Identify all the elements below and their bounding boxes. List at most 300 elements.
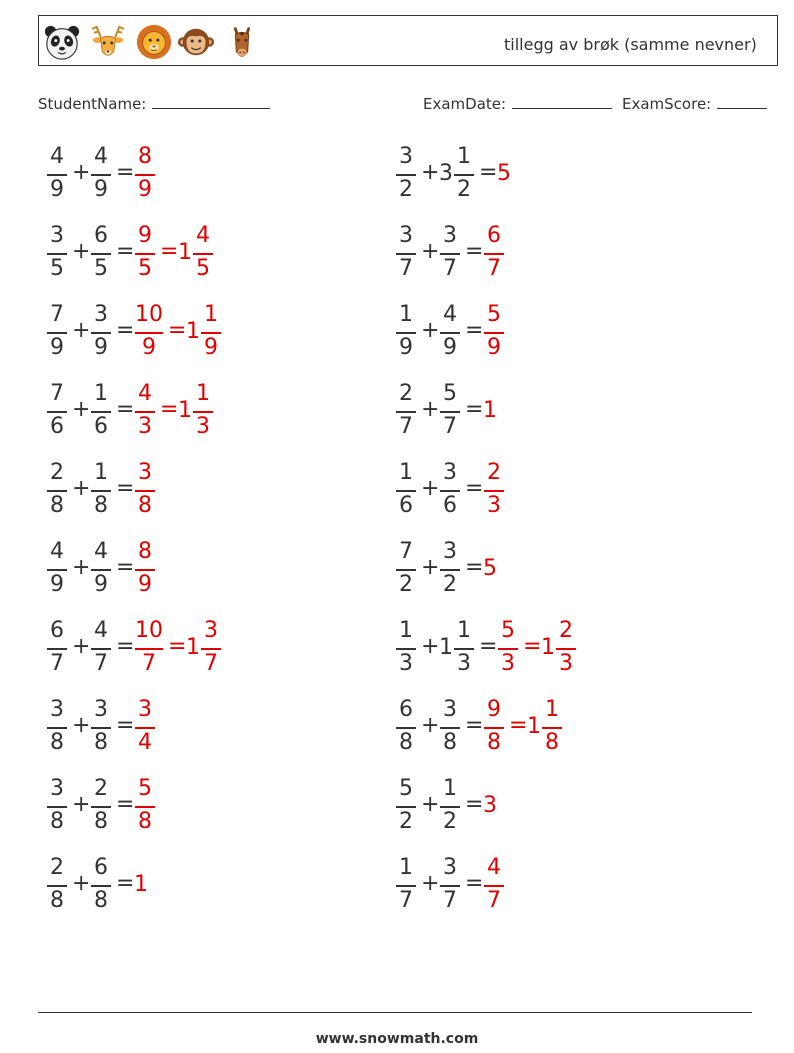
denominator: 3 [559,651,573,676]
problem-item [46,857,386,917]
addend-a-fraction [395,778,417,838]
equals-sign: = [116,160,135,185]
fraction-bar [91,569,111,571]
fraction-bar [396,411,416,413]
plus-sign: + [421,555,440,580]
numerator: 6 [94,223,108,248]
fraction-bar [484,727,504,729]
footer-url: www.snowmath.com [315,1031,479,1047]
addend-b-fraction [90,541,112,601]
denominator: 3 [487,493,501,518]
numerator: 1 [196,381,210,406]
plus-sign: + [421,713,440,738]
denominator: 7 [487,256,501,281]
addend-b-fraction [453,620,475,680]
denominator: 8 [138,493,152,518]
numerator: 4 [443,302,457,327]
answer-whole: 1 [186,635,200,660]
addend-b-fraction [90,620,112,680]
numerator: 3 [50,776,64,801]
equals-sign: = [116,397,135,422]
denominator: 6 [50,414,64,439]
fraction-bar [135,569,155,571]
addend-b-fraction [439,304,461,364]
fraction-bar [135,806,155,808]
problem-item [46,462,386,522]
answer-fraction [134,541,156,601]
fraction-bar [193,253,213,255]
answer-fraction [483,462,505,522]
fraction-bar [498,648,518,650]
addend-b-fraction [453,146,475,206]
equals-sign: = [479,634,498,659]
problem-item [395,857,735,917]
numerator: 10 [135,302,163,327]
answer-whole: 1 [483,398,497,423]
answer-fraction [192,383,214,443]
answer-fraction [134,699,156,759]
numerator: 5 [399,776,413,801]
fraction-bar [396,885,416,887]
worksheet-title: tillegg av brøk (samme nevner) [504,35,757,54]
problem-item [395,462,735,522]
numerator: 1 [399,855,413,880]
numerator: 2 [487,460,501,485]
addend-a-fraction [46,620,68,680]
numerator: 2 [94,776,108,801]
numerator: 4 [94,539,108,564]
addend-b-fraction [90,383,112,443]
equals-sign: = [465,239,484,264]
denominator: 7 [94,651,108,676]
equals-sign: = [465,871,484,896]
numerator: 3 [443,460,457,485]
denominator: 2 [443,572,457,597]
addend-b-fraction [439,857,461,917]
denominator: 9 [138,177,152,202]
addend-b-fraction [90,225,112,285]
plus-sign: + [421,239,440,264]
problem-item [395,699,735,759]
exam-date-label: ExamDate: [423,95,507,113]
numerator: 1 [545,697,559,722]
footer-divider [38,1012,752,1013]
fraction-bar [396,332,416,334]
denominator: 2 [457,177,471,202]
denominator: 7 [142,651,156,676]
answer-fraction [483,699,505,759]
denominator: 7 [399,888,413,913]
denominator: 9 [487,335,501,360]
problem-item [395,225,735,285]
exam-score-label: ExamScore: [622,95,712,113]
answer-fraction [134,778,156,838]
addend-a-fraction [46,541,68,601]
plus-sign: + [421,318,440,343]
denominator: 5 [138,256,152,281]
fraction-bar [454,648,474,650]
answer-whole: 1 [134,872,148,897]
equals-sign: = [116,713,135,738]
answer-fraction [134,383,156,443]
plus-sign: + [421,397,440,422]
panda-icon [43,22,81,62]
numerator: 4 [50,539,64,564]
plus-sign: + [72,792,91,817]
numerator: 1 [204,302,218,327]
denominator: 5 [94,256,108,281]
denominator: 8 [487,730,501,755]
addend-b-fraction [439,383,461,443]
addend-a-fraction [395,383,417,443]
problem-item [46,699,386,759]
denominator: 7 [443,888,457,913]
addend-a-fraction [46,383,68,443]
answer-fraction [483,304,505,364]
plus-sign: + [72,713,91,738]
denominator: 6 [399,493,413,518]
addend-a-fraction [395,146,417,206]
fraction-bar [556,648,576,650]
fraction-bar [91,727,111,729]
denominator: 9 [50,572,64,597]
denominator: 9 [94,335,108,360]
answer-fraction [497,620,519,680]
denominator: 8 [545,730,559,755]
denominator: 7 [50,651,64,676]
addend-a-fraction [46,146,68,206]
numerator: 2 [559,618,573,643]
fraction-bar [396,727,416,729]
denominator: 5 [196,256,210,281]
plus-sign: + [72,160,91,185]
numerator: 3 [443,223,457,248]
lion-icon [135,22,173,62]
fraction-bar [47,569,67,571]
numerator: 3 [443,539,457,564]
numerator: 7 [399,539,413,564]
addend-b-whole: 1 [439,635,453,660]
exam-score-field [622,94,767,113]
denominator: 3 [457,651,471,676]
answer-fraction [134,462,156,522]
numerator: 1 [443,776,457,801]
fraction-bar [440,727,460,729]
fraction-bar [47,253,67,255]
denominator: 5 [50,256,64,281]
numerator: 2 [50,855,64,880]
problem-item [46,620,386,680]
answer-equals-sign: = [523,634,542,659]
fraction-bar [484,332,504,334]
fraction-bar [396,569,416,571]
fraction-bar [542,727,562,729]
addend-b-fraction [90,857,112,917]
addend-a-fraction [46,462,68,522]
exam-date-blank[interactable] [512,94,612,109]
answer-whole: 5 [483,556,497,581]
plus-sign: + [421,160,440,185]
denominator: 9 [138,572,152,597]
problem-item [395,146,735,206]
problem-item [46,778,386,838]
answer-fraction [134,146,156,206]
denominator: 7 [399,414,413,439]
numerator: 6 [487,223,501,248]
denominator: 8 [50,493,64,518]
equals-sign: = [116,239,135,264]
addend-a-fraction [395,225,417,285]
denominator: 8 [138,809,152,834]
fraction-bar [440,253,460,255]
numerator: 7 [50,381,64,406]
numerator: 4 [487,855,501,880]
numerator: 5 [487,302,501,327]
denominator: 3 [501,651,515,676]
fraction-bar [201,332,221,334]
numerator: 1 [399,302,413,327]
denominator: 6 [443,493,457,518]
numerator: 1 [399,460,413,485]
denominator: 9 [399,335,413,360]
denominator: 8 [94,809,108,834]
answer-whole: 5 [497,161,511,186]
answer-fraction [483,225,505,285]
denominator: 9 [94,177,108,202]
student-name-blank[interactable] [152,94,270,109]
problem-item [395,541,735,601]
equals-sign: = [479,160,498,185]
fraction-bar [91,885,111,887]
denominator: 9 [443,335,457,360]
fraction-bar [440,490,460,492]
numerator: 5 [501,618,515,643]
fraction-bar [454,174,474,176]
numerator: 6 [399,697,413,722]
fraction-bar [135,174,155,176]
fraction-bar [440,332,460,334]
denominator: 7 [399,256,413,281]
answer-whole: 1 [178,240,192,265]
denominator: 9 [204,335,218,360]
fraction-bar [396,174,416,176]
plus-sign: + [421,871,440,896]
denominator: 9 [50,177,64,202]
fraction-bar [91,411,111,413]
exam-date-field [423,94,612,113]
fraction-bar [91,332,111,334]
addend-b-fraction [90,304,112,364]
answer-fraction [555,620,577,680]
problem-item [46,383,386,443]
addend-a-fraction [395,462,417,522]
numerator: 4 [50,144,64,169]
numerator: 5 [138,776,152,801]
header-box [38,15,778,66]
addend-a-fraction [46,857,68,917]
numerator: 5 [443,381,457,406]
exam-score-blank[interactable] [717,94,767,109]
addend-a-fraction [395,541,417,601]
answer-whole: 1 [178,398,192,423]
numerator: 1 [457,144,471,169]
student-name-label: StudentName: [38,95,147,113]
numerator: 2 [50,460,64,485]
denominator: 4 [138,730,152,755]
numerator: 3 [138,460,152,485]
fraction-bar [91,648,111,650]
numerator: 6 [50,618,64,643]
plus-sign: + [72,397,91,422]
problem-item [46,146,386,206]
fraction-bar [135,253,155,255]
answer-fraction [200,304,222,364]
numerator: 4 [94,618,108,643]
fraction-bar [396,253,416,255]
numerator: 3 [443,855,457,880]
denominator: 2 [399,809,413,834]
problem-item [46,225,386,285]
addend-b-fraction [439,225,461,285]
numerator: 1 [457,618,471,643]
plus-sign: + [421,634,440,659]
equals-sign: = [465,792,484,817]
answer-fraction [541,699,563,759]
addend-a-fraction [395,304,417,364]
equals-sign: = [465,318,484,343]
plus-sign: + [421,792,440,817]
numerator: 2 [399,381,413,406]
numerator: 4 [138,381,152,406]
equals-sign: = [465,476,484,501]
denominator: 8 [94,888,108,913]
numerator: 6 [94,855,108,880]
fraction-bar [47,806,67,808]
answer-fraction [134,225,156,285]
problem-item [395,304,735,364]
addend-b-fraction [439,462,461,522]
numerator: 8 [138,539,152,564]
horse-icon [223,22,261,62]
fraction-bar [91,253,111,255]
denominator: 2 [399,177,413,202]
denominator: 8 [50,809,64,834]
equals-sign: = [116,634,135,659]
addend-a-fraction [395,857,417,917]
addend-a-fraction [46,699,68,759]
plus-sign: + [72,476,91,501]
numerator: 3 [50,697,64,722]
denominator: 6 [94,414,108,439]
addend-a-fraction [46,304,68,364]
plus-sign: + [72,634,91,659]
answer-equals-sign: = [168,634,187,659]
numerator: 9 [487,697,501,722]
deer-icon [89,22,127,62]
numerator: 3 [399,144,413,169]
answer-whole: 1 [541,635,555,660]
fraction-bar [47,411,67,413]
numerator: 3 [443,697,457,722]
fraction-bar [484,490,504,492]
denominator: 8 [94,730,108,755]
addend-a-fraction [46,778,68,838]
fraction-bar [135,648,163,650]
fraction-bar [91,174,111,176]
denominator: 8 [443,730,457,755]
fraction-bar [201,648,221,650]
denominator: 8 [50,888,64,913]
numerator: 3 [204,618,218,643]
answer-fraction [200,620,222,680]
denominator: 3 [138,414,152,439]
answer-whole: 1 [186,319,200,344]
answer-equals-sign: = [160,239,179,264]
numerator: 8 [138,144,152,169]
monkey-icon [177,22,215,62]
fraction-bar [396,490,416,492]
fraction-bar [396,806,416,808]
addend-b-fraction [439,541,461,601]
denominator: 7 [443,256,457,281]
numerator: 3 [138,697,152,722]
fraction-bar [47,332,67,334]
answer-equals-sign: = [168,318,187,343]
fraction-bar [47,174,67,176]
denominator: 8 [94,493,108,518]
equals-sign: = [465,555,484,580]
numerator: 3 [399,223,413,248]
fraction-bar [440,806,460,808]
plus-sign: + [72,318,91,343]
student-name-field [38,94,270,113]
numerator: 3 [50,223,64,248]
equals-sign: = [116,871,135,896]
fraction-bar [135,332,163,334]
answer-fraction [134,620,164,680]
denominator: 8 [50,730,64,755]
plus-sign: + [72,239,91,264]
equals-sign: = [116,476,135,501]
denominator: 9 [50,335,64,360]
denominator: 3 [196,414,210,439]
denominator: 8 [399,730,413,755]
denominator: 7 [443,414,457,439]
equals-sign: = [116,318,135,343]
answer-fraction [192,225,214,285]
numerator: 4 [94,144,108,169]
problem-item [395,383,735,443]
fraction-bar [91,806,111,808]
denominator: 7 [204,651,218,676]
fraction-bar [135,727,155,729]
denominator: 9 [142,335,156,360]
numerator: 9 [138,223,152,248]
fraction-bar [135,411,155,413]
answer-fraction [134,304,164,364]
plus-sign: + [72,555,91,580]
fraction-bar [91,490,111,492]
numerator: 1 [94,460,108,485]
answer-fraction [483,857,505,917]
equals-sign: = [465,397,484,422]
plus-sign: + [421,476,440,501]
fraction-bar [47,648,67,650]
addend-b-fraction [439,778,461,838]
addend-a-fraction [395,620,417,680]
denominator: 3 [399,651,413,676]
fraction-bar [484,253,504,255]
